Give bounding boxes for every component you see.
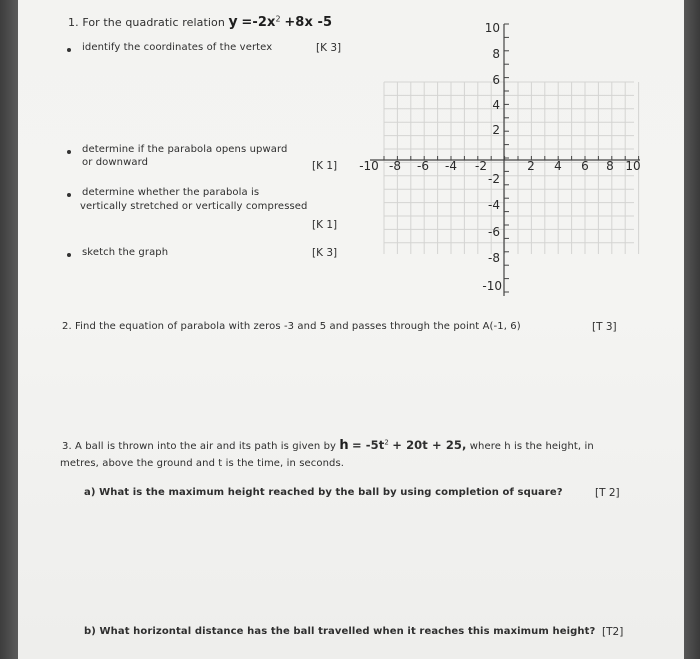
q1-equation-y: y (228, 14, 238, 30)
q1-bullet-3-line-2: vertically stretched or vertically compressed (80, 201, 308, 212)
bullet-dot (67, 48, 71, 52)
y-tick-label: 2 (492, 123, 500, 137)
q1-equation-tail: +8x -5 (284, 15, 333, 30)
q3-h: h (339, 438, 349, 453)
y-tick-label: 6 (492, 73, 500, 87)
y-tick-label: -2 (488, 172, 500, 186)
x-tick-label: -4 (445, 159, 457, 173)
x-tick-label: 2 (527, 159, 535, 173)
q3-intro-b: where h is the height, in (469, 441, 594, 452)
bullet-dot (67, 193, 71, 197)
y-tick-label: 10 (484, 21, 500, 35)
q1-bullet-2-line-2: or downward (82, 157, 149, 168)
q1-bullet-3-mark: [K 1] (312, 219, 338, 231)
y-tick-label: -4 (488, 198, 500, 212)
worksheet-page (18, 0, 684, 659)
q3-part-a-mark: [T 2] (595, 487, 620, 499)
y-tick-label: 8 (492, 47, 500, 61)
y-tick-label: -8 (488, 251, 500, 265)
x-tick-label: -8 (389, 159, 401, 173)
q3-intro (62, 438, 594, 453)
q3-part-b: b) What horizontal distance has the ball travelled when it reaches this maximum height? (84, 626, 596, 637)
q1-equation-rhs: =-2x (241, 15, 276, 30)
x-tick-label: 6 (581, 159, 589, 173)
photo-frame-left (0, 0, 18, 659)
y-tick-label: -10 (482, 279, 502, 293)
q1-bullet-1-text: identify the coordinates of the vertex (82, 42, 273, 53)
q1-stem (68, 14, 332, 30)
q3-intro-a: 3. A ball is thrown into the air and its path is given by (62, 441, 337, 452)
x-tick-label: -6 (417, 159, 429, 173)
q2-text: 2. Find the equation of parabola with zeros -3 and 5 and passes through the point A(-1, 6) (62, 321, 521, 332)
coordinate-grid (348, 12, 648, 302)
q1-bullet-3-line-1: determine whether the parabola is (82, 187, 260, 198)
bullet-dot (67, 253, 71, 257)
x-tick-label: 10 (625, 159, 641, 173)
q2-mark: [T 3] (592, 321, 617, 333)
q3-part-b-mark: [T2] (602, 626, 624, 638)
q3-eq: = -5t (351, 438, 385, 452)
q1-number: 1. (68, 16, 79, 29)
q1-bullet-4-mark: [K 3] (312, 247, 338, 259)
q3-eq-tail: + 20t + 25, (392, 438, 467, 452)
x-tick-label: -10 (359, 159, 379, 173)
x-tick-label: -2 (475, 159, 487, 173)
x-tick-label: 4 (554, 159, 562, 173)
q1-bullet-1-mark: [K 3] (316, 42, 342, 54)
bullet-dot (67, 150, 71, 154)
q1-bullet-4-text: sketch the graph (82, 247, 169, 258)
y-tick-marks (504, 24, 509, 292)
q1-bullet-2-mark: [K 1] (312, 160, 338, 172)
q1-equation-exp: 2 (275, 14, 281, 24)
y-tick-label: -6 (488, 225, 500, 239)
x-tick-label: 8 (606, 159, 614, 173)
q3-part-a: a) What is the maximum height reached by the ball by using completion of square? (84, 487, 563, 498)
photo-frame-right (684, 0, 700, 659)
q3-line-2: metres, above the ground and t is the time, in seconds. (60, 458, 345, 469)
q3-eq-exp: 2 (384, 438, 389, 447)
y-tick-label: 4 (492, 98, 500, 112)
q1-bullet-2-line-1: determine if the parabola opens upward (82, 144, 288, 155)
q1-stem-text: For the quadratic relation (82, 16, 225, 29)
